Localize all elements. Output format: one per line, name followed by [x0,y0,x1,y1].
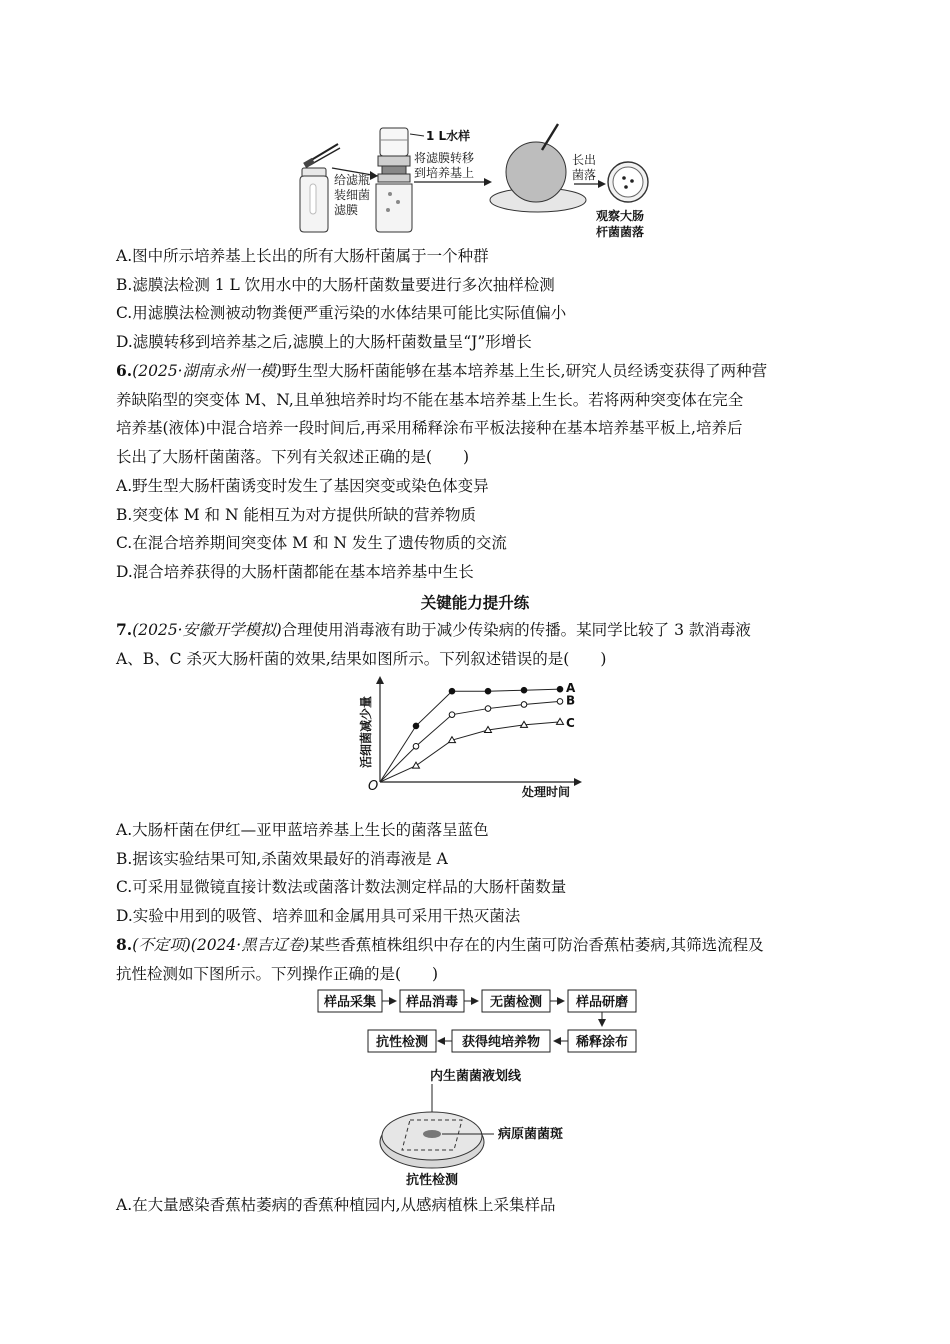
flow-step-5-label: 稀释涂布 [575,1035,629,1050]
q6-option-d: D.混合培养获得的大肠杆菌都能在基本培养基中生长 [116,563,474,581]
q7-option-a: A.大肠杆菌在伊红—亚甲蓝培养基上生长的菌落呈蓝色 [116,821,489,839]
grow-label-1: 长出 [572,153,597,167]
observe-label-1: 观察大肠 [596,209,645,223]
flow-step-6-label: 获得纯培养物 [461,1035,541,1050]
q5-option-c: C.用滤膜法检测被动物粪便严重污染的水体结果可能比实际值偏小 [116,304,567,322]
q6-stem-line-4: 长出了大肠杆菌菌落。下列有关叙述正确的是( ) [116,448,470,466]
series-a-point [485,688,491,694]
flow-step-7-label: 抗性检测 [375,1035,429,1050]
filter-label-2: 装细菌 [334,188,371,202]
water-sample-label: 1 L水样 [426,129,471,143]
series-b-point [485,706,491,712]
resistance-test-dish-figure [370,1066,620,1190]
series-b-point [449,712,455,718]
filtration-apparatus-icon [376,128,412,232]
q6-stem-line-2: 养缺陷型的突变体 M、N,且单独培养时均不能在基本培养基上生长。若将两种突变体在完全 [116,391,744,409]
series-label-c: C [566,715,575,730]
series-a-point [557,686,563,692]
petri-dish-icon [380,1112,484,1168]
q7-stem-line-1 [116,620,751,640]
q7-stem-text: 合理使用消毒液有助于减少传染病的传播。某同学比较了 3 款消毒液 [281,621,751,639]
series-c-point [557,718,564,724]
chart-x-axis-label: 处理时间 [522,785,571,799]
q7-number: 7. [116,620,133,639]
filter-label-1: 给滤瓶 [334,173,371,187]
q6-option-b: B.突变体 M 和 N 能相互为对方提供所缺的营养物质 [116,506,476,524]
series-label-b: B [566,693,576,708]
q8-option-a: A.在大量感染香蕉枯萎病的香蕉种植园内,从感病植株上采集样品 [116,1196,556,1214]
series-line-c [380,722,560,782]
q5-option-b: B.滤膜法检测 1 L 饮用水中的大肠杆菌数量要进行多次抽样检测 [116,276,555,294]
filter-label-3: 滤膜 [334,203,359,217]
flow-step-2-label: 样品消毒 [405,995,459,1010]
q6-option-a: A.野生型大肠杆菌诱变时发生了基因突变或染色体变异 [116,477,489,495]
series-c-point [413,762,420,768]
q6-number: 6. [116,361,133,380]
q6-stem-line-1 [116,361,767,381]
q8-stem-text: 某些香蕉植株组织中存在的内生菌可防治香蕉枯萎病,其筛选流程及 [309,936,764,954]
dish-label-test: 抗性检测 [406,1173,459,1188]
chart-y-axis-label: 活细菌减少量 [359,695,373,768]
q7-stem-line-2: A、B、C 杀灭大肠杆菌的效果,结果如图所示。下列叙述错误的是( ) [116,650,607,668]
q5-option-d: D.滤膜转移到培养基之后,滤膜上的大肠杆菌数量呈“J”形增长 [116,333,532,351]
observe-label-2: 杆菌菌落 [596,225,645,239]
q7-source: (2025·安徽开学模拟) [132,621,282,639]
flow-step-1-label: 样品采集 [323,995,377,1010]
colony-dish-icon [608,162,648,202]
q7-option-c: C.可采用显微镜直接计数法或菌落计数法测定样品的大肠杆菌数量 [116,878,567,896]
series-b-point [413,744,419,750]
pathogen-spot-icon [423,1130,441,1138]
series-a-point [449,688,455,694]
flow-step-3-label: 无菌检测 [489,995,543,1010]
q6-option-c: C.在混合培养期间突变体 M 和 N 发生了遗传物质的交流 [116,534,507,552]
dish-label-pathogen: 病原菌菌斑 [498,1127,564,1142]
filter-membrane-figure [290,120,670,250]
q7-option-d: D.实验中用到的吸管、培养皿和金属用具可采用干热灭菌法 [116,907,521,925]
section-title: 关键能力提升练 [420,594,530,612]
q6-stem-line-3: 培养基(液体)中混合培养一段时间后,再采用稀释涂布平板法接种在基本培养基平板上,培养后 [116,419,743,437]
series-b-point [557,699,563,705]
chart-origin-label: O [368,779,379,794]
q7-option-b: B.据该实验结果可知,杀菌效果最好的消毒液是 A [116,850,448,868]
q6-stem-text: 野生型大肠杆菌能够在基本培养基上生长,研究人员经诱变获得了两种营 [281,362,768,380]
series-label-a: A [566,681,576,696]
bottle-icon [300,168,328,232]
tweezers-icon [303,144,340,168]
q8-source: (不定项)(2024·黑吉辽卷) [132,936,310,954]
screening-flowchart [310,986,640,1056]
flow-step-4-label: 样品研磨 [575,995,629,1010]
dish-label-streak: 内生菌菌液划线 [430,1069,522,1084]
transfer-label-1: 将滤膜转移 [414,151,475,165]
chart-plot-area [380,681,576,782]
grow-label-2: 菌落 [572,168,597,182]
q8-stem-line-1 [116,935,764,955]
series-a-point [413,723,419,729]
q8-number: 8. [116,935,133,954]
q8-stem-line-2: 抗性检测如下图所示。下列操作正确的是( ) [116,965,439,983]
transfer-label-2: 到培养基上 [414,166,475,180]
disinfectant-line-chart [350,672,600,804]
series-a-point [521,687,527,693]
q5-option-a: A.图中所示培养基上长出的所有大肠杆菌属于一个种群 [116,247,489,265]
q6-source: (2025·湖南永州一模) [132,362,282,380]
series-b-point [521,702,527,708]
